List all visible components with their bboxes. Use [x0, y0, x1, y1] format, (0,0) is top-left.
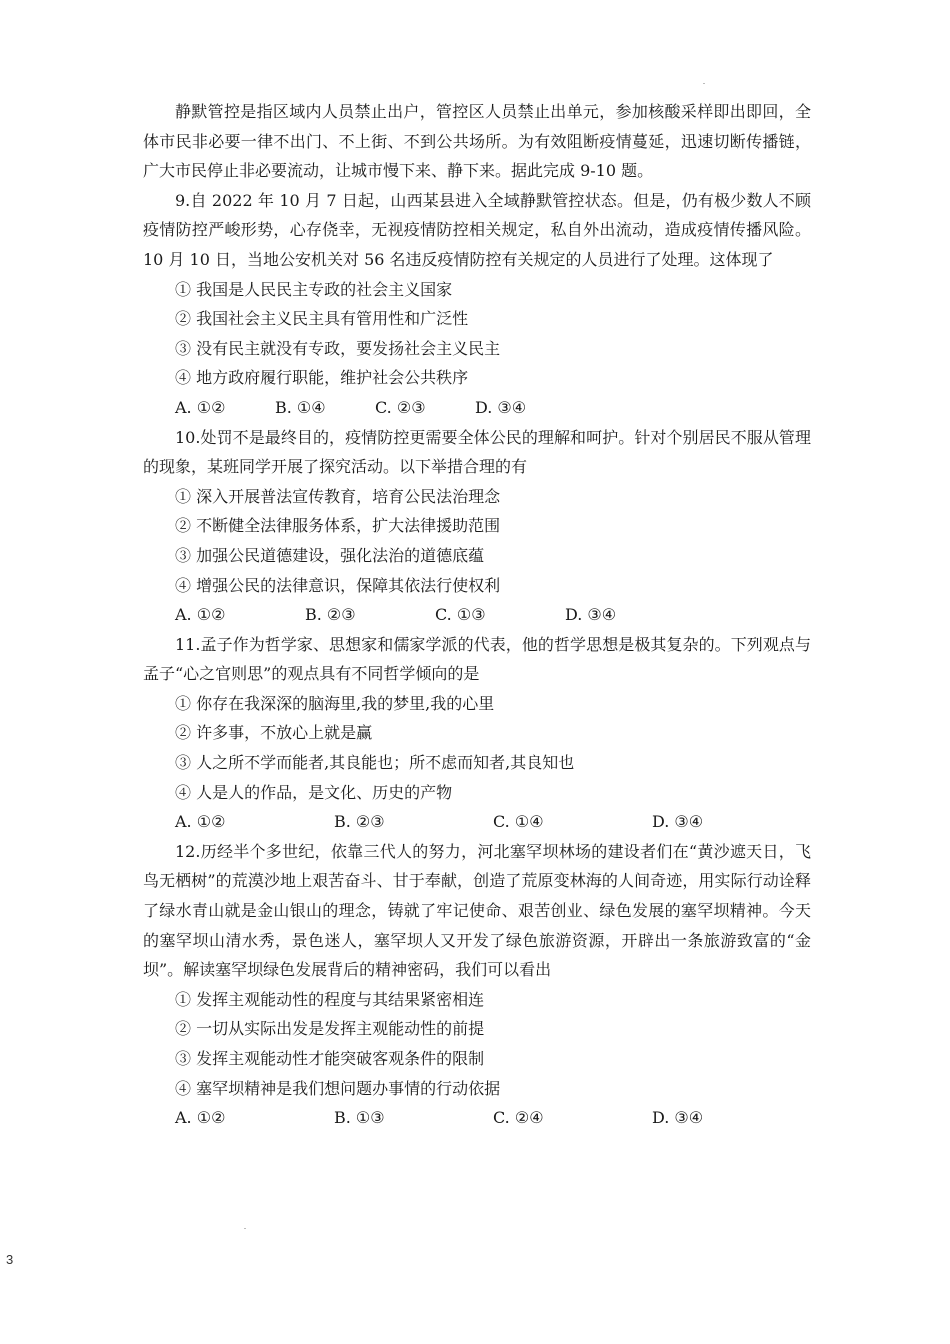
- choice-b: B. ①③: [334, 1108, 385, 1128]
- question-9: [143, 186, 811, 423]
- statement-option: ① 发挥主观能动性的程度与其结果紧密相连: [175, 989, 485, 1009]
- statement-option: ④ 增强公民的法律意识，保障其依法行使权利: [175, 575, 501, 595]
- question-content: [143, 97, 811, 1133]
- statement-option: ④ 人是人的作品，是文化、历史的产物: [175, 782, 453, 802]
- question-12: [143, 837, 811, 1133]
- choice-c: C. ①④: [493, 812, 544, 832]
- choice-b: B. ①④: [275, 397, 326, 417]
- choice-b: B. ②③: [305, 605, 356, 625]
- statement-option: ② 一切从实际出发是发挥主观能动性的前提: [175, 1019, 485, 1039]
- page-number: 3: [6, 1252, 14, 1267]
- answer-choices: [143, 807, 811, 837]
- answer-choices: [143, 393, 811, 423]
- choice-a: A. ①②: [175, 397, 226, 417]
- statement-option: ① 我国是人民民主专政的社会主义国家: [175, 279, 453, 299]
- answer-choices: [143, 600, 811, 630]
- question-stem: 10.处罚不是最终目的，疫情防控更需要全体公民的理解和呵护。针对个别居民不服从管理的现象，某班同学开展了探究活动。以下举措合理的有: [143, 427, 811, 477]
- choice-c: C. ②④: [493, 1108, 544, 1128]
- question-stem: 9.自 2022 年 10 月 7 日起，山西某县进入全域静默管控状态。但是，仍有极少数人不顾疫情防控严峻形势，心存侥幸，无视疫情防控相关规定，私自外出流动，造成疫情传播风险。10 月 10 日，当地公安机关对 56 名违反疫情防控有关规定的人员进行了处理。这体现了: [143, 190, 811, 269]
- question-11: [143, 630, 811, 837]
- statement-option: ① 你存在我深深的脑海里,我的梦里,我的心里: [175, 693, 495, 713]
- choice-a: A. ①②: [175, 812, 226, 832]
- choice-b: B. ②③: [334, 812, 385, 832]
- choice-c: C. ②③: [375, 397, 426, 417]
- choice-d: D. ③④: [565, 605, 617, 625]
- statement-option: ① 深入开展普法宣传教育，培育公民法治理念: [175, 486, 501, 506]
- choice-a: A. ①②: [175, 605, 226, 625]
- statement-option: ② 不断健全法律服务体系，扩大法律援助范围: [175, 516, 501, 536]
- statement-option: ③ 加强公民道德建设，强化法治的道德底蕴: [175, 545, 485, 565]
- choice-d: D. ③④: [475, 397, 527, 417]
- intro-paragraph: 静默管控是指区域内人员禁止出户，管控区人员禁止出单元，参加核酸采样即出即回，全体市民非必要一律不出门、不上街、不到公共场所。为有效阻断疫情蔓延，迅速切断传播链，广大市民停止非必要流动，让城市慢下来、静下来。据此完成 9-10 题。: [143, 102, 811, 181]
- choice-d: D. ③④: [652, 812, 704, 832]
- statement-option: ② 许多事，不放心上就是赢: [175, 723, 373, 743]
- statement-option: ④ 地方政府履行职能，维护社会公共秩序: [175, 368, 469, 388]
- statement-option: ③ 发挥主观能动性才能突破客观条件的限制: [175, 1049, 485, 1068]
- choice-c: C. ①③: [435, 605, 486, 625]
- statement-option: ② 我国社会主义民主具有管用性和广泛性: [175, 309, 469, 329]
- question-stem: 12.历经半个多世纪，依靠三代人的努力，河北塞罕坝林场的建设者们在“黄沙遮天日，飞鸟无栖树”的荒漠沙地上艰苦奋斗、甘于奉献，创造了荒原变林海的人间奇迹，用实际行动诠释了绿水青山就是金山银山的理念，铸就了牢记使命、艰苦创业、绿色发展的塞罕坝精神。今天的塞罕坝山清水秀，景色迷人，塞罕坝人又开发了绿色旅游资源，开辟出一条旅游致富的“金坝”。解读塞罕坝绿色发展背后的精神密码，我们可以看出: [143, 841, 811, 980]
- scan-speck: [703, 83, 705, 84]
- statement-option: ③ 没有民主就没有专政，要发扬社会主义民主: [175, 338, 501, 358]
- answer-choices: [143, 1103, 811, 1133]
- choice-d: D. ③④: [652, 1108, 704, 1128]
- choice-a: A. ①②: [175, 1108, 226, 1128]
- question-10: [143, 423, 811, 630]
- statement-option: ④ 塞罕坝精神是我们想问题办事情的行动依据: [175, 1078, 501, 1098]
- scan-speck: [244, 1228, 246, 1229]
- statement-option: ③ 人之所不学而能者,其良能也；所不虑而知者,其良知也: [175, 753, 575, 773]
- question-stem: 11.孟子作为哲学家、思想家和儒家学派的代表，他的哲学思想是极其复杂的。下列观点与孟子“心之官则思”的观点具有不同哲学倾向的是: [143, 634, 811, 684]
